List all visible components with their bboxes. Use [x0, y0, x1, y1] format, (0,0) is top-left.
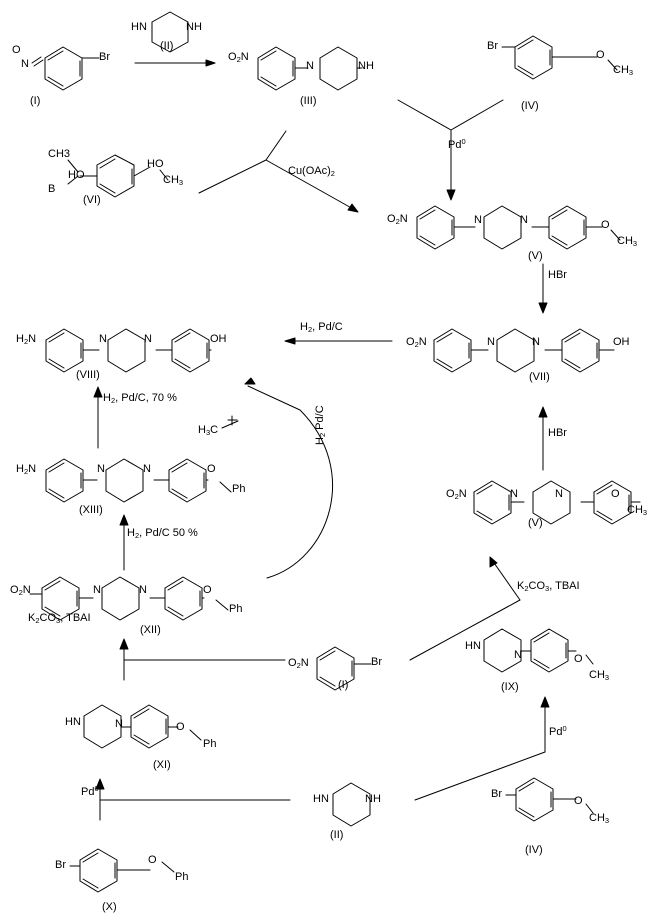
reagent-label-H2-PdC-curve: $H_2$ Pd/C: [314, 405, 327, 445]
atom-label-O-V-upper: O: [601, 219, 610, 231]
atom-label-HN-IX: HN: [465, 640, 481, 652]
atom-label-HN-II-bottom: HN: [313, 793, 329, 805]
structure-compound-IX: [484, 629, 593, 672]
atom-label-O-V-lower: O: [611, 488, 620, 500]
atom-label-N-VII-a: N: [487, 336, 495, 348]
atom-label-O-IV-bottom: O: [574, 795, 583, 807]
atom-label-Ph-XII: Ph: [229, 603, 243, 615]
atom-label-CH3-IV-bottom: $CH_3$: [589, 812, 610, 825]
atom-label-O-VI: HO: [147, 158, 164, 170]
atom-label-N-III-a: N: [306, 60, 314, 72]
arrow-X-to-XI: [96, 779, 290, 820]
compound-label-IX: (IX): [501, 681, 519, 693]
arrow-XII-to-XIII: [120, 515, 128, 570]
reagent-label-K2CO3-TBAI-right: $K_2CO_3$, TBAI: [517, 580, 580, 593]
atom-label-N-V-upper-a: N: [474, 214, 482, 226]
atom-label-N-XI: N: [115, 718, 123, 730]
atom-label-H2N-XIII: $H_2N$: [16, 463, 37, 476]
atom-label-N-XIII-a: N: [97, 463, 105, 475]
atom-label-O-XII: O: [203, 584, 212, 596]
compound-label-VIII: (VIII): [76, 369, 100, 381]
reagent-label-HBr-upper: HBr: [548, 269, 567, 281]
reagent-label-H2-PdC-50: $H_2$, Pd/C 50 %: [127, 527, 198, 540]
atom-label-OH-VII: OH: [613, 336, 630, 348]
atom-label-B: HO: [68, 169, 85, 181]
compound-label-III: (III): [300, 95, 317, 107]
reagent-label-Pd0-right: Pd$^0$: [549, 724, 567, 738]
atom-label-O-IX: O: [574, 653, 583, 665]
atom-label-Br-X: Br: [55, 859, 66, 871]
atom-label-Ph-X: Ph: [175, 871, 189, 883]
atom-label-HO-b: B: [48, 183, 56, 195]
reagent-label-II: (II): [160, 40, 174, 52]
atom-label-NH-III: NH: [358, 60, 374, 72]
atom-label-Br-IV-bottom: Br: [491, 788, 502, 800]
atom-label-OH-VIII: OH: [210, 333, 227, 345]
atom-label-N-XII-b: N: [139, 584, 147, 596]
atom-label-CH3-V-upper: $CH_3$: [617, 235, 638, 248]
arrow-XI-plus-I-to-XII: [120, 639, 285, 680]
compound-label-VII: (VII): [529, 371, 550, 383]
atom-label-N-V-lower-b: N: [555, 488, 563, 500]
atom-label-O2N-XII: $O_2N$: [10, 584, 31, 597]
arrow-I-to-III: [135, 60, 215, 66]
atom-label-O-IV: O: [596, 49, 605, 61]
atom-label-N-IX: N: [514, 649, 522, 661]
atom-label-O2N-V-lower: $O_2N$: [446, 488, 467, 501]
arrow-V-to-VII-upper: [539, 264, 547, 313]
compound-label-II-bottom: (II): [330, 829, 344, 841]
atom-label-N-V-lower-a: N: [510, 488, 518, 500]
compound-label-XIII: (XIII): [79, 504, 103, 516]
atom-label-N-XIII-b: N: [143, 463, 151, 475]
arrow-VII-to-VIII: [285, 338, 392, 344]
compound-label-V-upper: (V): [528, 250, 543, 262]
compound-label-I-lower: (I): [338, 679, 349, 691]
structure-compound-XIII: [46, 459, 231, 502]
reagent-label-HBr-lower: HBr: [548, 427, 567, 439]
arrow-V-to-VII-lower: [539, 407, 547, 470]
atom-label-N: N: [21, 58, 29, 70]
compound-label-XI: (XI): [153, 759, 171, 771]
atom-label-CH3-IX: $CH_3$: [589, 669, 610, 682]
atom-label-NH-II-bottom: NH: [365, 793, 381, 805]
structure-compound-VIII: [46, 329, 211, 372]
reagent-label-CuOAc2: $Cu(OAc)_2$: [288, 165, 335, 178]
atom-label-O-XIII: O: [207, 463, 216, 475]
compound-label-IV-top: (IV): [521, 100, 539, 112]
reagent-label-H3C: $H_3C$: [198, 424, 219, 437]
atom-label-HN-XI: HN: [65, 716, 81, 728]
methyl-charge-marker: [222, 416, 238, 428]
atom-label-O2N-V-upper: $O_2N$: [387, 213, 408, 226]
atom-label-Br: Br: [99, 51, 110, 63]
reagent-label-H2-PdC-top: $H_2$, Pd/C: [300, 321, 343, 334]
atom-label-Ph-XIII: Ph: [232, 483, 246, 495]
atom-label-CH3-V-lower: $CH_3$: [627, 504, 648, 517]
atom-label-N-VII-b: N: [532, 336, 540, 348]
reagent-label-Pd0-top: Pd$^0$: [448, 137, 466, 151]
compound-label-IV-bottom: (IV): [525, 844, 543, 856]
compound-label-X: (X): [102, 901, 117, 913]
atom-label-Br-IV: Br: [487, 40, 498, 52]
arrow-XIII-to-VIII: [94, 387, 102, 448]
atom-label-NH: NH: [186, 21, 202, 33]
atom-label-HN: HN: [131, 21, 147, 33]
atom-label-N-VIII-b: N: [144, 333, 152, 345]
atom-label-O2N-I-lower: $O_2N$: [288, 657, 309, 670]
reagent-label-H2-PdC-70: $H_2$, Pd/C, 70 %: [103, 392, 177, 405]
atom-label-O-X: O: [148, 854, 157, 866]
atom-label-N-VIII-a: N: [99, 333, 107, 345]
atom-label-CH3-VI: $CH_3$: [163, 174, 184, 187]
atom-label-N-XII-a: N: [93, 584, 101, 596]
structure-compound-V-upper: [417, 206, 620, 249]
atom-label-H2N-VIII: $H_2N$: [16, 333, 37, 346]
compound-label-I-top: (I): [30, 95, 41, 107]
structure-compound-VII: [434, 329, 614, 372]
atom-label-O-XI: O: [176, 721, 185, 733]
compound-label-XII: (XII): [140, 624, 161, 636]
atom-label-Ph-XI: Ph: [203, 738, 217, 750]
atom-label-HO-a: CH3: [48, 148, 71, 160]
reagent-label-K2CO3-TBAI-left: $K_2CO_3$, TBAI: [28, 612, 91, 625]
atom-label-O: O: [12, 44, 21, 56]
compound-label-VI: (VI): [83, 194, 101, 206]
atom-label-N-V-upper-b: N: [520, 214, 528, 226]
compound-label-V-lower: (V): [528, 517, 543, 529]
atom-label-Br-I-lower: Br: [371, 656, 382, 668]
atom-label-CH3-IV: $CH_3$: [613, 64, 634, 77]
atom-label-O2N-VII: $O_2N$: [406, 336, 427, 349]
structure-compound-X: [70, 849, 174, 892]
atom-label-O2N: $O_2N$: [228, 51, 249, 64]
reagent-label-Pd0-left: Pd$^0$: [81, 784, 99, 798]
structure-compound-I-top: [32, 47, 99, 90]
